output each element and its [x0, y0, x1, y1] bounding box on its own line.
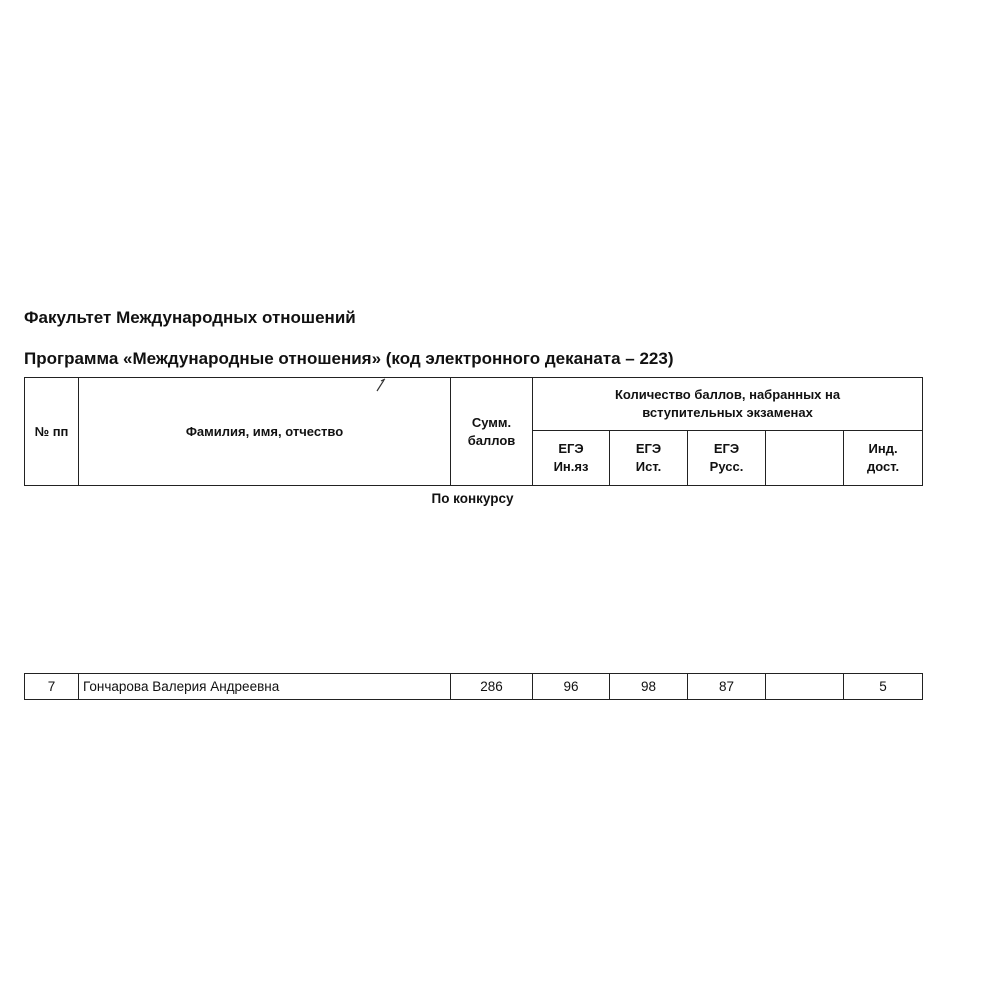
- ind-line1: Инд.: [868, 441, 898, 457]
- ind-line2: дост.: [866, 459, 900, 474]
- column-header-sum: [451, 378, 533, 486]
- table-row: [25, 674, 923, 700]
- cell-number: 7: [25, 674, 79, 700]
- program-title: Программа «Международные отношения» (код электронного деканата – 223): [24, 349, 674, 368]
- exam2-line1: ЕГЭ: [635, 441, 662, 457]
- cell-sum: 286: [451, 674, 533, 700]
- cell-exam-russian: 87: [688, 674, 766, 700]
- exam2-line2: Ист.: [635, 459, 662, 474]
- exam1-line2: Ин.яз: [553, 459, 589, 474]
- section-label-by-contest: По конкурсу: [431, 491, 514, 506]
- column-header-exam-russian: [688, 431, 766, 486]
- column-header-name: Фамилия, имя, отчество: [79, 378, 451, 486]
- cell-exam-foreign-language: 96: [533, 674, 610, 700]
- exam3-line2: Русс.: [709, 459, 744, 474]
- column-header-exam-blank: [766, 431, 844, 486]
- results-table-header: [24, 377, 923, 486]
- column-header-sum-line2: баллов: [467, 432, 516, 448]
- scan-artifact: [805, 675, 827, 677]
- faculty-title: Факультет Международных отношений: [24, 308, 356, 327]
- cell-exam-blank: [766, 674, 844, 700]
- column-header-exam-foreign-language: [533, 431, 610, 486]
- column-group-exam-scores: [533, 378, 923, 431]
- exam1-line1: ЕГЭ: [558, 441, 584, 457]
- cell-individual-achievements: 5: [844, 674, 923, 700]
- column-header-number: № пп: [25, 378, 79, 486]
- column-header-individual-achievements: [844, 431, 923, 486]
- column-group-line2: вступительных экзаменах: [642, 405, 813, 420]
- column-header-exam-history: [610, 431, 688, 486]
- column-group-line1: Количество баллов, набранных на: [614, 387, 841, 403]
- results-table-body: [24, 673, 923, 700]
- exam3-line1: ЕГЭ: [713, 441, 740, 457]
- cell-full-name: Гончарова Валерия Андреевна: [79, 674, 451, 700]
- column-header-sum-line1: Сумм.: [471, 414, 512, 430]
- cell-exam-history: 98: [610, 674, 688, 700]
